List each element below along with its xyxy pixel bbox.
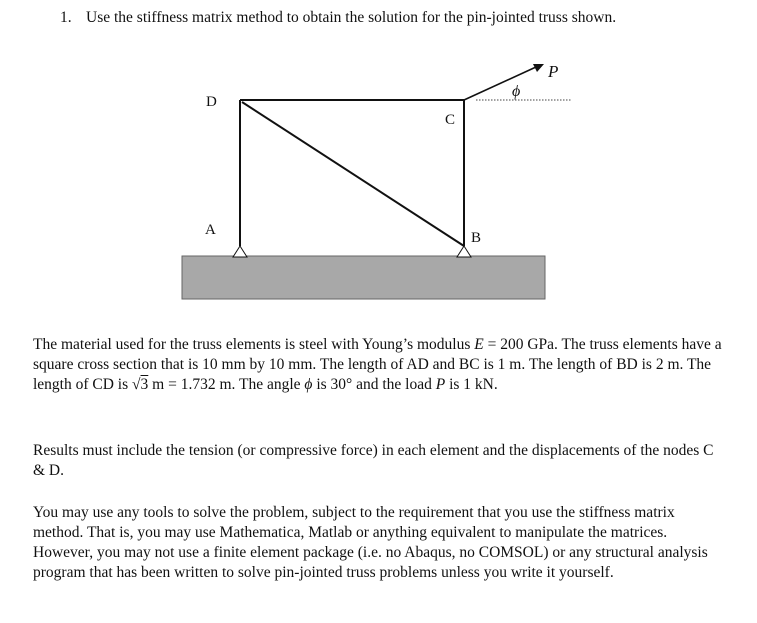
load-arrow-P [464, 67, 536, 100]
P-symbol: P [435, 376, 446, 393]
p1-text-1: The material used for the truss elements is steel with Young’s modulus [33, 336, 475, 353]
question-text: Use the stiffness matrix method to obtain the solution for the pin-jointed truss shown. [86, 9, 617, 26]
tools-paragraph: You may use any tools to solve the problem, subject to the requirement that you use the stiffness matrix method. That is, you may use Mathematica, Matlab or anything equivalent to manipulate the matrices. However, you may not use a finite element package (i.e. no Abaqus, no COMSOL) or any structural analysis program that has been written to solve pin-jointed truss problems unless you write it yourself. [33, 504, 708, 581]
load-label-P: P [548, 62, 559, 81]
pin-support-B [457, 246, 471, 257]
p1-text-5: is 1 kN. [445, 376, 498, 393]
pin-support-A [233, 246, 247, 257]
angle-label-phi: ϕ [512, 83, 521, 100]
node-label-C: C [445, 112, 456, 128]
node-label-B: B [471, 230, 482, 246]
node-label-D: D [206, 94, 217, 110]
ground-block [182, 256, 545, 299]
E-symbol: E [474, 336, 484, 353]
p1-text-3: m = 1.732 m. The angle [148, 376, 305, 393]
node-label-A: A [205, 222, 216, 238]
member-BD [242, 102, 464, 246]
results-paragraph: Results must include the tension (or compressive force) in each element and the displacements of the nodes C & D. [33, 442, 714, 479]
p1-text-2: = 200 GPa. The truss elements have a square cross section that is 10 mm by 10 mm. The length of AD and BC is 1 m. The length of BD is 2 m. The length of CD is √ [33, 336, 722, 393]
question-number: 1. [60, 9, 72, 26]
p1-text-4: is 30° and the load [312, 376, 436, 393]
material-paragraph [33, 335, 723, 395]
phi-symbol: ϕ [304, 376, 313, 393]
sqrt-argument: 3 [140, 376, 149, 393]
